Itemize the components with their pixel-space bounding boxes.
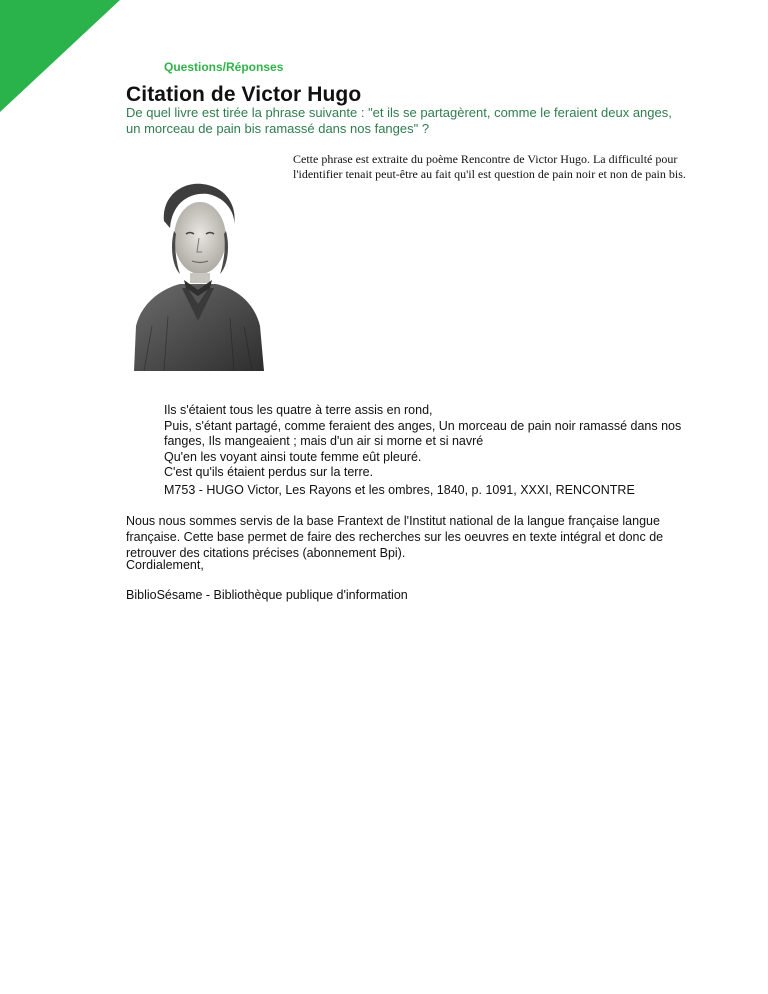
answer-intro: Cette phrase est extraite du poème Rencontre de Victor Hugo. La difficulté pour l'identifier tenait peut-être au fait qu'il est question de pain noir et non de pain bis. — [293, 152, 686, 181]
victor-hugo-portrait — [124, 176, 272, 371]
poem-excerpt — [164, 403, 684, 481]
closing-text: Cordialement, — [126, 558, 204, 572]
source-note: Nous nous sommes servis de la base Frantext de l'Institut national de la langue française langue française. Cette base permet de faire des recherches sur les oeuvres en texte intégral et donc de retrouver des citations précises (abonnement Bpi). — [126, 514, 664, 560]
section-label: Questions/Réponses — [164, 60, 284, 74]
poem-line: Qu'en les voyant ainsi toute femme eût pleuré. — [164, 449, 422, 464]
page-title: Citation de Victor Hugo — [126, 83, 362, 106]
poem-line: C'est qu'ils étaient perdus sur la terre. — [164, 465, 374, 479]
corner-decoration — [0, 0, 120, 112]
poem-line: Puis, s'étant partagé, comme feraient des anges, Un morceau de pain noir ramassé dans nos fanges, Ils mangeaient ; mais d'un air si morne et si navré — [164, 418, 682, 448]
poem-line: Ils s'étaient tous les quatre à terre assis en rond, — [164, 403, 433, 417]
signature: BiblioSésame - Bibliothèque publique d'information — [126, 588, 408, 602]
question-text: De quel livre est tirée la phrase suivante : "et ils se partagèrent, comme le feraient deux anges, un morceau de pain bis ramassé dans nos fanges" ? — [126, 105, 672, 136]
book-reference: M753 - HUGO Victor, Les Rayons et les ombres, 1840, p. 1091, XXXI, RENCONTRE — [164, 483, 635, 497]
